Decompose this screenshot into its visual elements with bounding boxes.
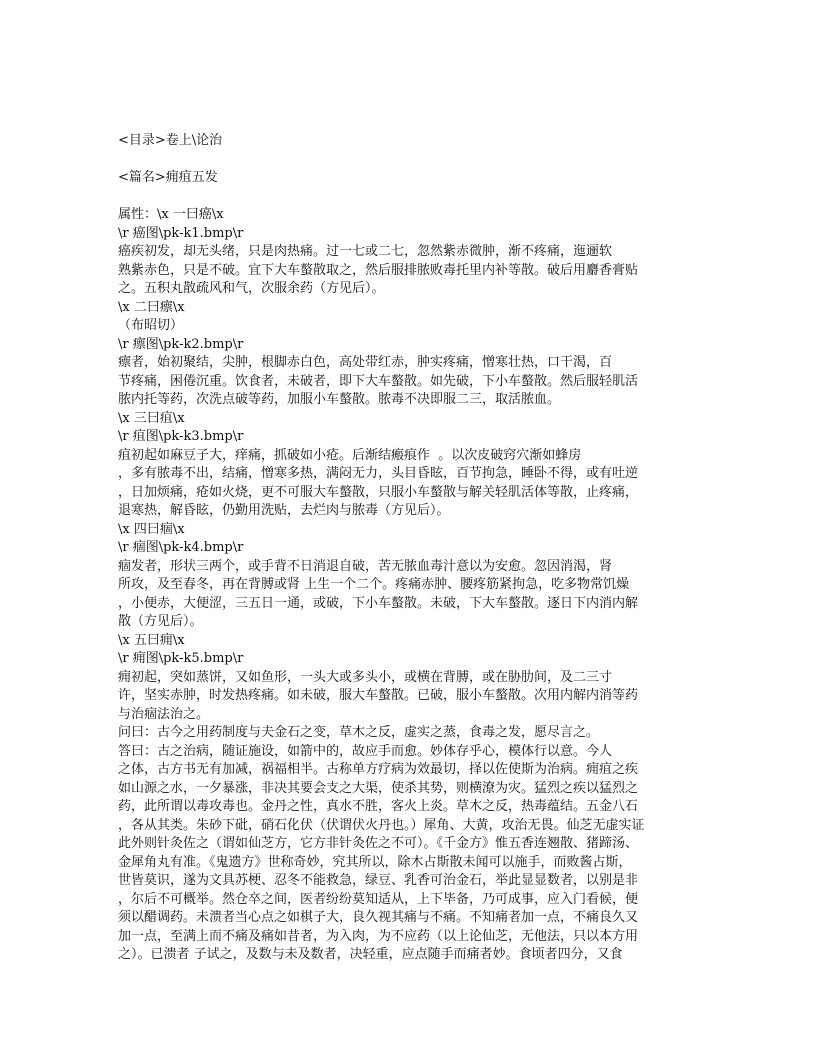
text-line: 疽初起如麻豆子大，痒痛，抓破如小疮。后渐结瘢痕作 。以次皮破窍穴渐如蜂房 [118,447,582,463]
document-body [118,206,788,965]
text-line: 之）。已溃者 子试之，及数与未及数者，决轻重，应点随手而痛者妙。食顷者四分，又食 [118,947,623,962]
text-line: \r 痈图\pk-k5.bmp\r [118,651,244,666]
text-line: 瘭者，始初聚结，尖肿，根脚赤白色，高处带红赤，肿实疼痛，憎寒壮热，口干渴，百 [118,355,613,370]
text-line: 熟紫赤色，只是不破。宜下大车螯散取之，然后服排脓败毒托里内补等散。破后用麝香膏贴 [118,262,639,278]
text-line: 答曰：古之治病，随证施设，如箭中的，故应手而愈。妙体存乎心，模体行以意。今人 [118,743,613,759]
text-line: 痈初起，突如蒸饼，又如鱼形，一头大或多头小，或横在背膊，或在胁肋间，及二三寸 [118,669,613,685]
text-line: 如山源之水，一夕暴涨，非决其要会支之大渠，使杀其势，则横潦为灾。猛烈之疾以猛烈之 [118,780,639,796]
text-line: \x 三曰疽\x [118,410,185,426]
text-line: 许，坚实赤肿，时发热疼痛。如未破，服大车螯散。已破，服小车螯散。次用内解内消等药 [118,688,639,703]
text-line: 之。五积丸散疏风和气，次服余药（方见后）。 [118,281,385,296]
text-line: \x 四曰痼\x [118,521,185,537]
text-line: 须以醋调药。未溃者当心点之如棋子大，良久视其痛与不痛。不知痛者加一点，不痛良久又 [118,910,639,925]
catalog-heading: <目录>卷上\论治 [118,133,223,148]
text-line: 属性：\x 一曰癌\x [118,207,224,222]
text-line: ，多有脓毒不出，结痛，憎寒多热，满闷无力，头目昏眩，百节拘急，睡卧不得，或有吐逆 [118,466,639,481]
text-line: 此外则针灸佐之（谓如仙芝方，它方非针灸佐之不可）。《千金方》惟五香连翘散、猪蹄汤、 [118,836,639,851]
text-line: \r 瘭图\pk-k2.bmp\r [118,336,244,352]
text-line: 金犀角丸有准。《鬼遗方》世称奇妙，究其所以，除木占斯散未闻可以施手，而败酱占斯， [118,854,632,870]
text-line: 癌疾初发，却无头绪，只是肉热痛。过一七或二七，忽然紫赤微肿，渐不疼痛，迤逦软 [118,244,613,259]
text-line: \r 痼图\pk-k4.bmp\r [118,540,244,555]
text-line: 散（方见后）。 [118,614,203,629]
text-line: 问曰：古今之用药制度与夫金石之变，草木之反，虚实之蒸，食毒之发，愿尽言之。 [118,725,600,740]
text-line: \r 癌图\pk-k1.bmp\r [118,225,244,241]
text-line: 药，此所谓以毒攻毒也。金丹之性，真水不胜，客火上炎。草木之反，热毒蕴结。五金八石 [118,799,639,814]
text-line: 之体，古方书无有加减，祸福相半。古称单方疗病为效最切，择以佐使斯为治病。痈疽之疾 [118,762,639,777]
text-line: 脓内托等药，次洗点破等药，加服小车螯散。脓毒不决即服二三，取活脓血。 [118,392,561,407]
text-line: 世皆莫识，遂为文具苏梗、忍冬不能救急，绿豆、乳香可治金石，举此显显数者，以别是非 [118,873,639,888]
text-line: ，尔后不可概举。然仓卒之间，医者纷纷莫知适从，上下毕备，乃可成事，应入门看候，便 [118,891,639,907]
text-line: ，日加烦痛，疮如火烧，更不可服大车螯散，只服小车螯散与解关轻肌活体等散，止疼痛， [118,484,639,500]
text-line: ，各从其类。朱砂下砒，硝石化伏（伏谓伏火丹也。）犀角、大黄，攻治无畏。仙芝无虚实证 [118,817,645,833]
text-line: ，小便赤，大便涩，三五日一通，或破，下小车螯散。未破，下大车螯散。逐日下内消内解 [118,595,639,611]
text-line: 痼发者，形状三两个，或手背不日消退自破，苦无脓血毒汁意以为安愈。忽因消渴，肾 [118,558,613,574]
text-line: 与治痼法治之。 [118,706,210,722]
text-line: 退寒热，解昏眩，仍勤用洗贴，去烂肉与脓毒（方见后）。 [118,503,450,518]
text-line: \r 疽图\pk-k3.bmp\r [118,429,244,444]
chapter-heading: <篇名>痈疽五发 [118,170,218,185]
text-line: 节疼痛，困倦沉重。饮食者，未破者，即下大车螯散。如先破，下小车螯散。然后服轻肌活 [118,373,639,389]
document-page [118,132,788,965]
text-line: \x 二曰瘭\x [118,299,185,315]
text-line: （布昭切） [118,318,184,333]
text-line: \x 五曰痈\x [118,632,185,648]
text-line: 加一点，至满上而不痛及痛如昔者，为入肉，为不应药（以上论仙芝，无他法，只以本方用 [118,928,639,944]
text-line: 所攻，及至春冬，再在背膊或肾 上生一个二个。疼痛赤肿、腰疼筋紧拘急，吃多物常饥燥 [118,577,630,592]
